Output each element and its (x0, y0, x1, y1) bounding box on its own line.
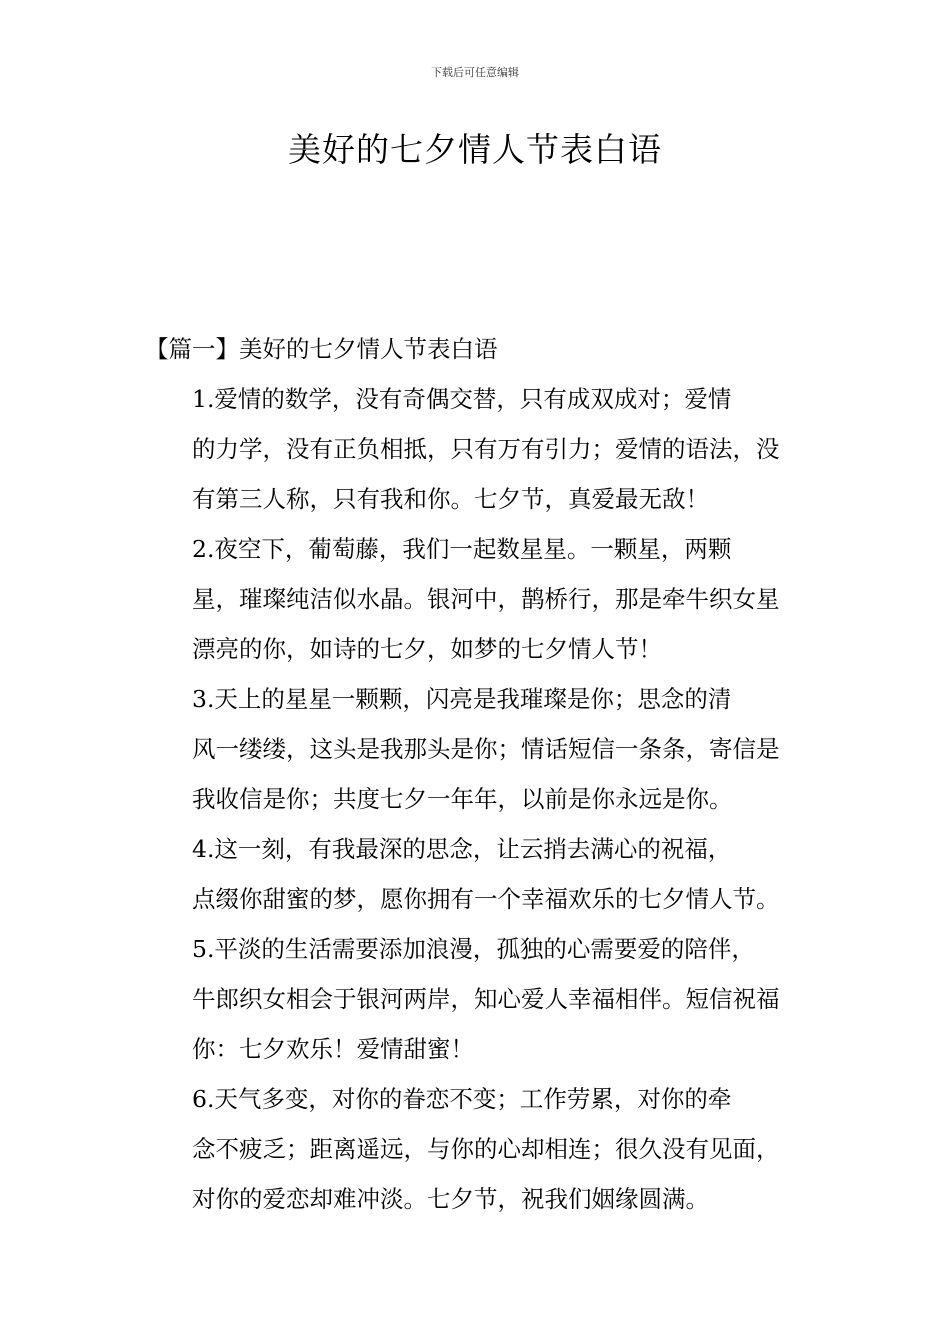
paragraph-line: 星，璀璨纯洁似水晶。银河中，鹊桥行，那是牵牛织女星 (192, 585, 780, 613)
paragraph-line: 5.平淡的生活需要添加浪漫，孤独的心需要爱的陪伴， (192, 935, 755, 963)
paragraph-line: 6.天气多变，对你的眷恋不变；工作劳累，对你的牵 (192, 1085, 732, 1113)
paragraph-3 (145, 674, 817, 824)
header-note: 下载后可任意编辑 (431, 66, 519, 79)
paragraph-line: 2.夜空下，葡萄藤，我们一起数星星。一颗星，两颗 (192, 535, 732, 563)
document-body (145, 324, 817, 1224)
section-heading: 【篇一】美好的七夕情人节表白语 (145, 335, 498, 363)
paragraph-line: 点缀你甜蜜的梦，愿你拥有一个幸福欢乐的七夕情人节。 (192, 885, 780, 913)
paragraph-line: 念不疲乏；距离遥远，与你的心却相连；很久没有见面， (192, 1135, 780, 1163)
paragraph-line: 你：七夕欢乐！爱情甜蜜！ (192, 1035, 474, 1063)
paragraph-line: 对你的爱恋却难冲淡。七夕节，祝我们姻缘圆满。 (192, 1185, 709, 1213)
page-title: 美好的七夕情人节表白语 (288, 130, 662, 169)
paragraph-6 (145, 1074, 817, 1224)
paragraph-5 (145, 924, 817, 1074)
paragraph-line: 漂亮的你，如诗的七夕，如梦的七夕情人节！ (192, 635, 662, 663)
paragraph-line: 3.天上的星星一颗颗，闪亮是我璀璨是你；思念的清 (192, 685, 732, 713)
paragraph-line: 我收信是你；共度七夕一年年，以前是你永远是你。 (192, 785, 733, 813)
paragraph-2 (145, 524, 817, 674)
paragraph-line: 1.爱情的数学，没有奇偶交替，只有成双成对；爱情 (192, 385, 732, 413)
paragraph-1 (145, 374, 817, 524)
paragraph-line: 风一缕缕，这头是我那头是你；情话短信一条条，寄信是 (192, 735, 780, 763)
paragraph-line: 牛郎织女相会于银河两岸，知心爱人幸福相伴。短信祝福 (192, 985, 780, 1013)
paragraph-4 (145, 824, 817, 924)
paragraph-line: 有第三人称，只有我和你。七夕节，真爱最无敌！ (192, 485, 709, 513)
paragraph-line: 的力学，没有正负相抵，只有万有引力；爱情的语法，没 (192, 435, 780, 463)
paragraph-line: 4.这一刻，有我最深的思念，让云捎去满心的祝福， (192, 835, 732, 863)
